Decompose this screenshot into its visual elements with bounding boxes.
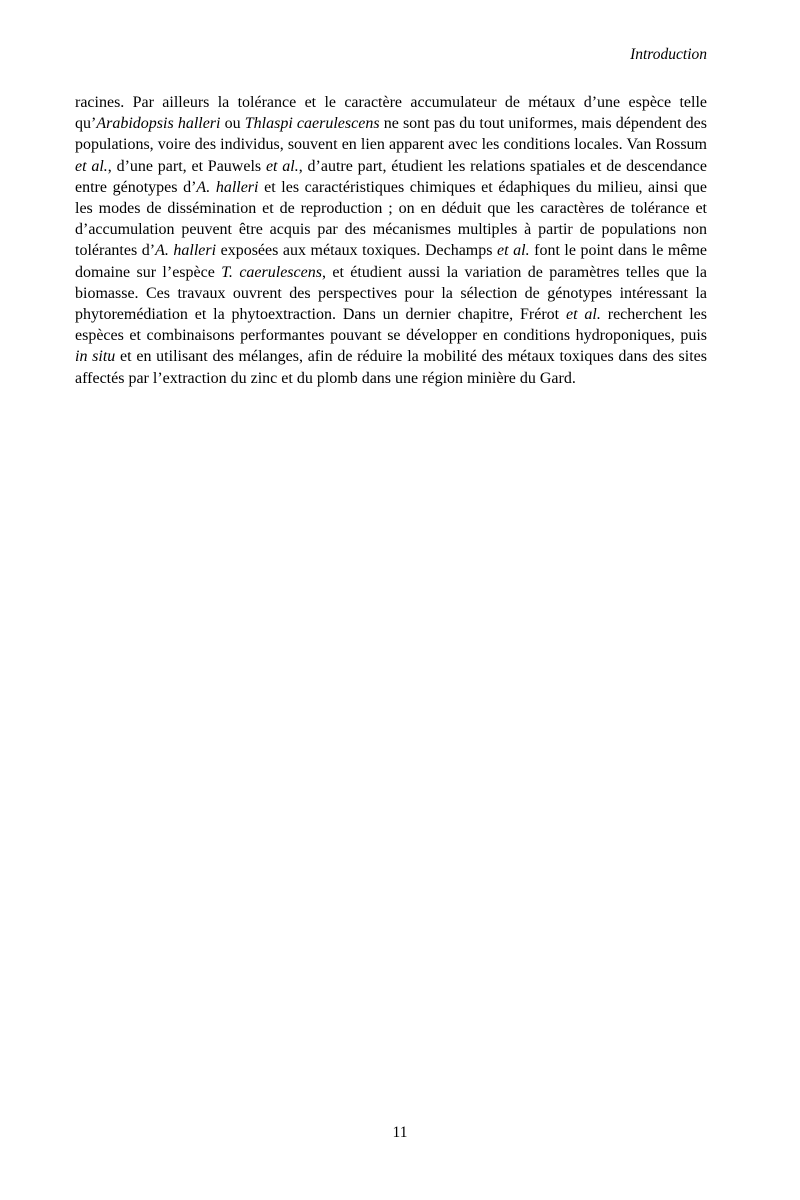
text-run-italic: T. caerulescens [221,263,322,281]
text-run-italic: A. halleri [155,242,217,260]
text-run: exposées aux métaux toxiques. Dechamps [216,242,498,260]
text-run: , d’autre part, étudient les relations spatiales et de descendance entre génotypes d’ [75,157,708,196]
text-run: , et étudient aussi la variation de paramètres telles que la biomasse. Ces travaux ouvrent des perspectives pour la sélection de génotypes intéressant la phytoremédiation et la phytoextraction. Dans un dernier chapitre, Frérot [75,263,707,324]
text-run: et en utilisant des mélanges, afin de réduire la mobilité des métaux toxiques dans des sites affectés par l’extraction du zinc et du plomb dans une région minière du Gard. [75,348,708,387]
text-run-italic: A. halleri [196,178,259,196]
page-number: 11 [392,1124,408,1141]
chapter-title: Introduction [630,46,707,63]
text-run-italic: et al. [75,157,108,175]
text-run: racines. Par ailleurs la tolérance et le caractère accumulateur de métaux d’une espèce telle qu’ [75,94,707,133]
running-header [75,46,707,64]
text-run-italic: et al. [265,157,299,175]
text-run-italic: et al. [566,306,601,324]
text-run-italic: Arabidopsis halleri [96,115,221,133]
text-run: font le point dans le même domaine sur l’espèce [75,242,708,281]
text-run: et les caractéristiques chimiques et édaphiques du milieu, ainsi que les modes de dissémination et de reproduction ; on en déduit que les caractères de tolérance et d’accumulation peuvent être acquis par des mécanismes multiples à partir de populations non tolérantes d’ [75,178,707,260]
body-paragraph [75,92,707,389]
text-run: recherchent les espèces et combinaisons performantes pouvant se développer en conditions hydroponiques, puis [75,306,707,345]
text-run: ou [220,115,245,133]
text-run-italic: Thlaspi caerulescens [244,115,380,133]
text-run-italic: in situ [75,348,116,366]
text-run: , d’une part, et Pauwels [107,157,266,175]
text-run-italic: et al. [497,242,530,260]
page-footer [0,1124,800,1142]
text-run: ne sont pas du tout uniformes, mais dépendent des populations, voire des individus, souvent en lien apparent avec les conditions locales. Van Rossum [75,115,707,154]
